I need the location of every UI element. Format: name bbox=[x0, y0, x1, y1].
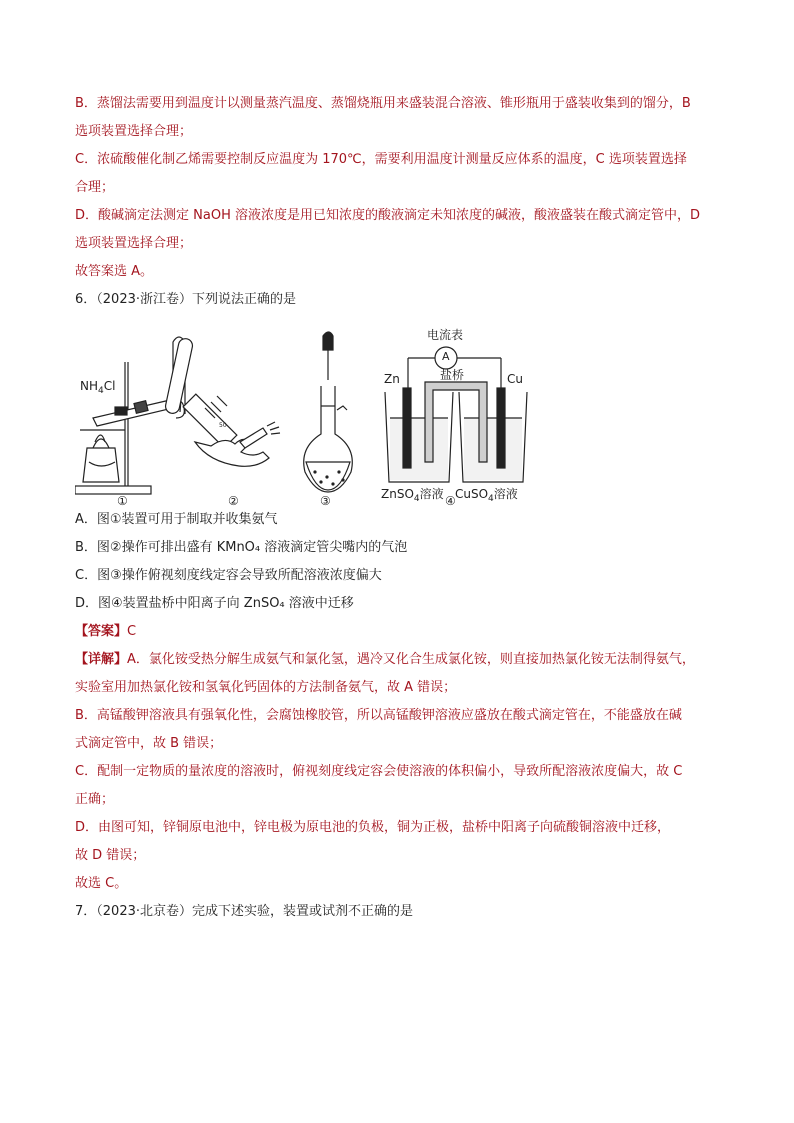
answer-tag: 【答案】 bbox=[75, 624, 128, 639]
caption-figure-2: ② bbox=[228, 494, 239, 508]
detail-line: B．高锰酸钾溶液具有强氧化性，会腐蚀橡胶管，所以高锰酸钾溶液应盛放在酸式滴定管在，不能盛放在碱 bbox=[75, 708, 682, 723]
detail-line: 故选 C。 bbox=[75, 876, 128, 891]
label-ammonium-chloride: $NH_4Cl$ bbox=[80, 379, 116, 396]
question-6-stem: 6．（2023·浙江卷）下列说法正确的是 bbox=[75, 292, 296, 307]
question-6-figure bbox=[75, 322, 745, 510]
detail-line: 故 D 错误； bbox=[75, 848, 146, 863]
label-znso4-solution: ZnSO$_4$溶液 bbox=[381, 487, 444, 504]
caption-figure-4: ④ bbox=[445, 494, 456, 508]
apparatus-1-heating-tube bbox=[75, 337, 194, 494]
explanation-line: 选项装置选择合理； bbox=[75, 124, 193, 139]
detail-line: 【详解】A．氯化铵受热分解生成氨气和氯化氢，遇冷又化合生成氯化铵，则直接加热氯化铵无法制得氨气， bbox=[75, 652, 695, 667]
detail-line: 实验室用加热氯化铵和氢氧化钙固体的方法制备氨气，故 A 错误； bbox=[75, 680, 457, 695]
explanation-line: C．浓硫酸催化制乙烯需要控制反应温度为 170℃，需要利用温度计测量反应体系的温度，C 选项装置选择 bbox=[75, 152, 687, 167]
caption-figure-3: ③ bbox=[320, 494, 331, 508]
label-salt-bridge: 盐桥 bbox=[440, 368, 465, 382]
option-a: A．图①装置可用于制取并收集氨气 bbox=[75, 512, 278, 527]
option-b: B．图②操作可排出盛有 KMnO₄ 溶液滴定管尖嘴内的气泡 bbox=[75, 540, 408, 555]
detail-line: C．配制一定物质的量浓度的溶液时，俯视刻度线定容会使溶液的体积偏小，导致所配溶液浓度偏大，故 C bbox=[75, 764, 683, 779]
caption-figure-1: ① bbox=[117, 494, 128, 508]
label-zn: Zn bbox=[384, 372, 400, 386]
detail-line: D．由图可知，锌铜原电池中，锌电极为原电池的负极，铜为正极，盐桥中阳离子向硫酸铜溶液中迁移， bbox=[75, 820, 671, 835]
detail-line: 式滴定管中，故 B 错误； bbox=[75, 736, 223, 751]
detail-line: 正确； bbox=[75, 792, 115, 807]
document-body bbox=[75, 94, 745, 930]
option-c: C．图③操作俯视刻度线定容会导致所配溶液浓度偏大 bbox=[75, 568, 382, 583]
detail-tag: 【详解】 bbox=[75, 652, 128, 667]
answer-line bbox=[75, 622, 745, 650]
explanation-line: 故答案选 A。 bbox=[75, 264, 154, 279]
label-ammeter-symbol: A bbox=[442, 350, 450, 363]
option-d: D．图④装置盐桥中阳离子向 ZnSO₄ 溶液中迁移 bbox=[75, 596, 354, 611]
label-cuso4-solution: CuSO$_4$溶液 bbox=[455, 487, 518, 504]
label-cu: Cu bbox=[507, 372, 523, 386]
apparatus-figure bbox=[75, 322, 545, 510]
explanation-line: 选项装置选择合理； bbox=[75, 236, 193, 251]
apparatus-3-volumetric-flask bbox=[304, 332, 353, 492]
label-burette-mark: 50 bbox=[219, 422, 227, 429]
answer-value: C bbox=[127, 624, 137, 639]
explanation-line: D．酸碱滴定法测定 NaOH 溶液浓度是用已知浓度的酸液滴定未知浓度的碱液，酸液盛装在酸式滴定管中，D bbox=[75, 208, 700, 223]
apparatus-2-burette-hand bbox=[183, 394, 280, 466]
explanation-line: B．蒸馏法需要用到温度计以测量蒸汽温度、蒸馏烧瓶用来盛装混合溶液、锥形瓶用于盛装收集到的馏分，B bbox=[75, 96, 691, 111]
label-ammeter: 电流表 bbox=[427, 328, 464, 342]
question-7-stem: 7．（2023·北京卷）完成下述实验，装置或试剂不正确的是 bbox=[75, 904, 413, 919]
explanation-line: 合理； bbox=[75, 180, 115, 195]
